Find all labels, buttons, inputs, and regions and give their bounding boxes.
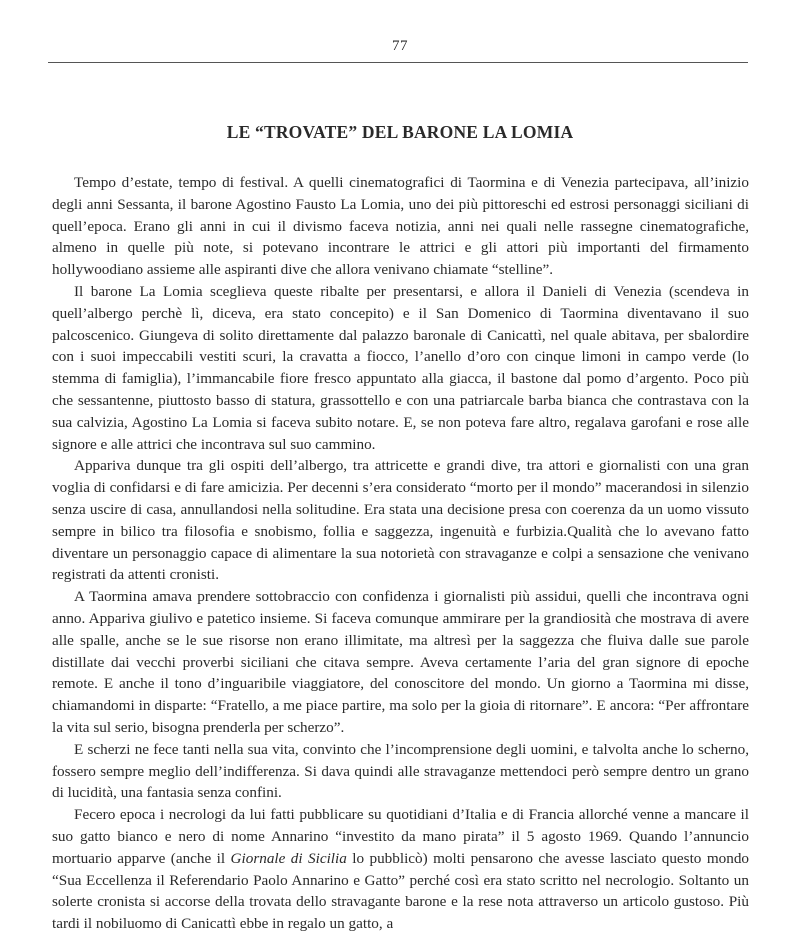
- paragraph-text: lo pubblicò) molti pensarono che avesse lasciato questo mondo “Sua Eccellenza il Referendario Paolo Annarino e Gatto” perché così era stato scritto nel necrologio. Soltanto un solerte cronista si accorse della trovata dello stravagante barone e la rese nota attraverso un articolo gustoso. Più tardi il nobiluomo di Canicattì ebbe in regalo un gatto, a: [52, 849, 750, 933]
- paragraph: [52, 804, 749, 935]
- paragraph-text: Il barone La Lomia sceglieva queste ribalte per presentarsi, e allora il Danieli di Venezia (scendeva in quell’albergo perchè lì, diceva, era stato concepito) e il San Domenico di Taormina diventavano il suo palcoscenico. Giungeva di solito direttamente dal palazzo baronale di Canicattì, nel quale abitava, per sbalordire con i suoi impeccabili vestiti scuri, la cravatta a fiocco, l’anello d’oro con cinque limoni in campo verde (lo stemma di famiglia), l’immancabile fiore fresco appuntato alla giacca, il bastone dal pomo d’argento. Poco più che sessantenne, piuttosto basso di statura, grassottello e con una patriarcale barba bianca che contrastava con la sua calvizia, Agostino La Lomia si faceva subito notare. E, se non poteva fare altro, regalava garofani e rose alle signore e alle attrici che incontrava sul suo cammino.: [52, 282, 749, 453]
- paragraph-text: Tempo d’estate, tempo di festival. A quelli cinematografici di Taormina e di Venezia partecipava, all’inizio degli anni Sessanta, il barone Agostino Fausto La Lomia, uno dei più pittoreschi ed estrosi personaggi siciliani di quell’epoca. Erano gli anni in cui il divismo faceva notizia, anni nei quali nelle rassegne cinematografiche, almeno in quelle più note, si potevano incontrare le attrici e gli attori più importanti del firmamento hollywoodiano assieme alle aspiranti dive che allora venivano chiamate “stelline”.: [52, 174, 749, 279]
- body-text: [52, 172, 749, 935]
- paragraph: [52, 172, 749, 281]
- paragraph-text: Fecero epoca i necrologi da lui fatti pubblicare su quotidiani d’Italia e di Francia allorché venne a mancare il suo gatto bianco e nero di nome Annarino “investito da mano pirata” il 5 agosto 1969. Quando l’annuncio mortuario apparve (anche il: [52, 806, 749, 867]
- header-rule: [48, 62, 748, 63]
- newspaper-title: Giornale di Sicilia: [230, 849, 347, 867]
- paragraph-text: A Taormina amava prendere sottobraccio con confidenza i giornalisti più assidui, quelli che incontrava ogni anno. Appariva giulivo e patetico insieme. Si faceva comunque ammirare per la grandiosità che mostrava di avere alle spalle, anche se le sue risorse non erano illimitate, ma altresì per la saggezza che fluiva dalle sue parole distillate dai vecchi proverbi siciliani che citava sempre. Aveva certamente l’aria del gran signore di epoche remote. E anche il tono d’inguaribile viaggiatore, del conoscitore del mondo. Un giorno a Taormina mi disse, chiamandomi in disparte: “Fratello, a me piace partire, ma solo per la gioia di ritornare”. E ancora: “Per affrontare la vita sul serio, bisogna prenderla per scherzo”.: [52, 588, 749, 736]
- paragraph: [52, 586, 749, 739]
- paragraph: [52, 455, 749, 586]
- paragraph-text: E scherzi ne fece tanti nella sua vita, convinto che l’incomprensione degli uomini, e talvolta anche lo scherno, fossero sempre meglio dell’indifferenza. Si dava quindi alle stravaganze mettendoci però sempre dentro un grano di lucidità, una fantasia senza confini.: [52, 740, 749, 802]
- paragraph: [52, 739, 749, 804]
- paragraph: [52, 281, 749, 455]
- paragraph-text: Appariva dunque tra gli ospiti dell’albergo, tra attricette e grandi dive, tra attori e giornalisti con una gran voglia di confidarsi e di fare amicizia. Per decenni s’era considerato “morto per il mondo” macerandosi in silenzio senza uscire di casa, annullandosi nella solitudine. Era stata una decisione presa con coerenza da un uomo vissuto sempre in bilico tra filosofia e snobismo, follia e saggezza, ingenuità e furbizia.Qualità che lo avevano fatto diventare un personaggio capace di alimentare la sua notorietà con stravaganze e colpi a sensazione che venivano registrati da attenti cronisti.: [52, 457, 749, 584]
- page-number: 77: [392, 38, 408, 54]
- chapter-title: LE “TROVATE” DEL BARONE LA LOMIA: [226, 122, 574, 142]
